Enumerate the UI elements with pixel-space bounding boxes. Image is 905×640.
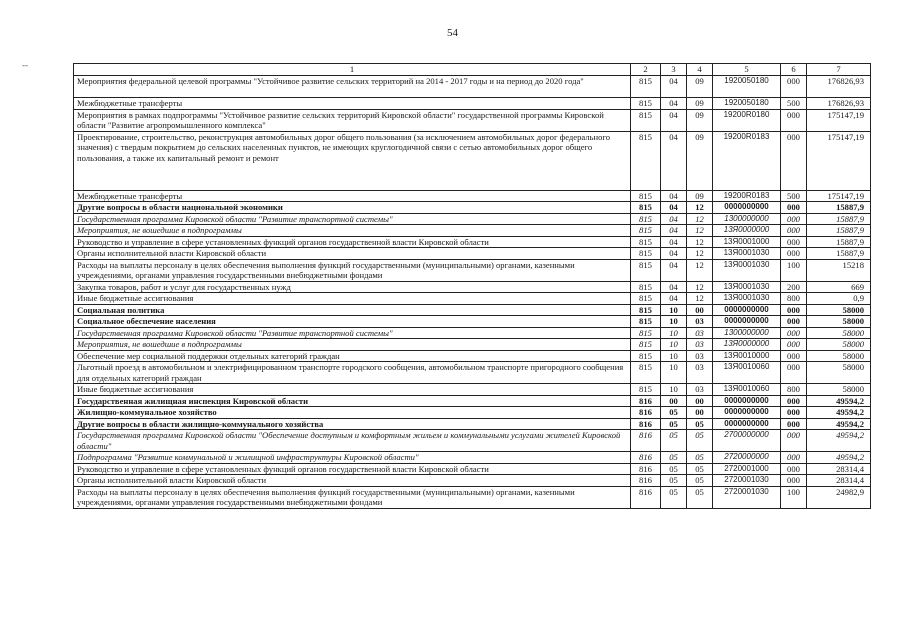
row-target-article-cell: 13Я0001030 <box>713 259 781 281</box>
table-row <box>74 98 871 110</box>
table-row <box>74 225 871 237</box>
row-expense-type-cell: 000 <box>781 452 807 464</box>
row-subsection-cell: 00 <box>687 407 713 419</box>
row-subsection-cell: 12 <box>687 281 713 293</box>
row-section-cell: 05 <box>661 475 687 487</box>
row-subsection-cell: 03 <box>687 362 713 384</box>
row-amount-cell: 24982,9 <box>807 486 871 508</box>
row-subsection-cell: 03 <box>687 339 713 351</box>
row-ministry-code-cell: 815 <box>631 327 661 339</box>
row-name-cell: Государственная жилищная инспекция Кировской области <box>74 395 631 407</box>
row-subsection-cell: 03 <box>687 350 713 362</box>
row-amount-cell: 49594,2 <box>807 452 871 464</box>
row-target-article-cell: 2720001030 <box>713 486 781 508</box>
row-section-cell: 04 <box>661 202 687 214</box>
row-name-cell: Мероприятия, не вошедшие в подпрограммы <box>74 339 631 351</box>
row-subsection-cell: 05 <box>687 452 713 464</box>
row-target-article-cell: 1920050180 <box>713 98 781 110</box>
row-subsection-cell: 03 <box>687 316 713 328</box>
column-header: 7 <box>807 64 871 76</box>
table-row <box>74 384 871 396</box>
column-header: 6 <box>781 64 807 76</box>
row-ministry-code-cell: 816 <box>631 463 661 475</box>
row-target-article-cell: 0000000000 <box>713 304 781 316</box>
row-target-article-cell: 13Я0001030 <box>713 248 781 260</box>
table-row <box>74 418 871 430</box>
row-target-article-cell: 13Я0001000 <box>713 236 781 248</box>
table-row <box>74 202 871 214</box>
row-section-cell: 05 <box>661 463 687 475</box>
row-ministry-code-cell: 815 <box>631 281 661 293</box>
row-ministry-code-cell: 816 <box>631 418 661 430</box>
row-ministry-code-cell: 815 <box>631 339 661 351</box>
row-expense-type-cell: 000 <box>781 213 807 225</box>
row-section-cell: 10 <box>661 384 687 396</box>
row-amount-cell: 28314,4 <box>807 475 871 487</box>
row-target-article-cell: 0000000000 <box>713 202 781 214</box>
row-amount-cell: 15887,9 <box>807 248 871 260</box>
row-subsection-cell: 09 <box>687 109 713 131</box>
row-target-article-cell: 0000000000 <box>713 407 781 419</box>
table-row <box>74 213 871 225</box>
row-name-cell: Проектирование, строительство, реконструкция автомобильных дорог общего пользования (за исключением автомобильных дорог федерального значения) с твердым покрытием до сельских населенных пунктов, не имеющих круглогодичной связи с сетью автомобильных дорог общего пользования, а также их капитальный ремонт и ремонт <box>74 131 631 190</box>
row-amount-cell: 28314,4 <box>807 463 871 475</box>
table-row <box>74 109 871 131</box>
row-ministry-code-cell: 815 <box>631 384 661 396</box>
row-section-cell: 05 <box>661 418 687 430</box>
row-section-cell: 05 <box>661 486 687 508</box>
row-target-article-cell: 0000000000 <box>713 316 781 328</box>
row-amount-cell: 15218 <box>807 259 871 281</box>
row-section-cell: 04 <box>661 98 687 110</box>
row-expense-type-cell: 000 <box>781 109 807 131</box>
row-ministry-code-cell: 815 <box>631 190 661 202</box>
row-section-cell: 04 <box>661 293 687 305</box>
row-ministry-code-cell: 815 <box>631 304 661 316</box>
row-section-cell: 10 <box>661 327 687 339</box>
row-name-cell: Межбюджетные трансферты <box>74 98 631 110</box>
row-name-cell: Подпрограмма "Развитие коммунальной и жилищной инфраструктуры Кировской области" <box>74 452 631 464</box>
row-name-cell: Расходы на выплаты персоналу в целях обеспечения выполнения функций государственными (муниципальными) органами, казенными учреждениями, органами управления государственными внебюджетными фондами <box>74 486 631 508</box>
row-ministry-code-cell: 815 <box>631 293 661 305</box>
table-header-row <box>74 64 871 76</box>
row-expense-type-cell: 000 <box>781 463 807 475</box>
table-row <box>74 486 871 508</box>
row-name-cell: Государственная программа Кировской области "Обеспечение доступным и комфортным жильем и коммунальными услугами жителей Кировской области" <box>74 430 631 452</box>
table-row <box>74 316 871 328</box>
row-section-cell: 04 <box>661 259 687 281</box>
row-expense-type-cell: 000 <box>781 407 807 419</box>
row-name-cell: Расходы на выплаты персоналу в целях обеспечения выполнения функций государственными (муниципальными) органами, казенными учреждениями, органами управления государственными внебюджетными фондами <box>74 259 631 281</box>
row-subsection-cell: 12 <box>687 259 713 281</box>
row-ministry-code-cell: 816 <box>631 475 661 487</box>
row-subsection-cell: 09 <box>687 76 713 98</box>
row-ministry-code-cell: 815 <box>631 202 661 214</box>
row-name-cell: Руководство и управление в сфере установленных функций органов государственной власти Кировской области <box>74 463 631 475</box>
table-row <box>74 190 871 202</box>
row-name-cell: Органы исполнительной власти Кировской области <box>74 248 631 260</box>
row-ministry-code-cell: 816 <box>631 452 661 464</box>
column-header: 1 <box>74 64 631 76</box>
row-amount-cell: 175147,19 <box>807 190 871 202</box>
row-target-article-cell: 2720001000 <box>713 463 781 475</box>
row-target-article-cell: 0000000000 <box>713 418 781 430</box>
row-amount-cell: 175147,19 <box>807 109 871 131</box>
row-target-article-cell: 1300000000 <box>713 327 781 339</box>
row-subsection-cell: 05 <box>687 430 713 452</box>
table-row <box>74 293 871 305</box>
row-name-cell: Другие вопросы в области жилищно-коммунального хозяйства <box>74 418 631 430</box>
row-target-article-cell: 13Я0000000 <box>713 339 781 351</box>
row-subsection-cell: 05 <box>687 418 713 430</box>
row-target-article-cell: 19200R0183 <box>713 131 781 190</box>
table-row <box>74 76 871 98</box>
row-amount-cell: 49594,2 <box>807 418 871 430</box>
row-subsection-cell: 03 <box>687 384 713 396</box>
row-subsection-cell: 00 <box>687 304 713 316</box>
row-section-cell: 04 <box>661 248 687 260</box>
column-header: 5 <box>713 64 781 76</box>
row-name-cell: Иные бюджетные ассигнования <box>74 384 631 396</box>
row-expense-type-cell: 000 <box>781 316 807 328</box>
row-subsection-cell: 12 <box>687 225 713 237</box>
row-target-article-cell: 13Я0000000 <box>713 225 781 237</box>
row-target-article-cell: 13Я0001030 <box>713 281 781 293</box>
row-amount-cell: 669 <box>807 281 871 293</box>
row-expense-type-cell: 100 <box>781 486 807 508</box>
row-expense-type-cell: 000 <box>781 475 807 487</box>
table-row <box>74 339 871 351</box>
row-expense-type-cell: 100 <box>781 259 807 281</box>
row-subsection-cell: 12 <box>687 202 713 214</box>
table-row <box>74 236 871 248</box>
row-subsection-cell: 00 <box>687 395 713 407</box>
row-ministry-code-cell: 815 <box>631 98 661 110</box>
row-subsection-cell: 09 <box>687 98 713 110</box>
row-subsection-cell: 03 <box>687 327 713 339</box>
table-row <box>74 131 871 190</box>
row-section-cell: 04 <box>661 225 687 237</box>
row-name-cell: Государственная программа Кировской области "Развитие транспортной системы" <box>74 327 631 339</box>
row-name-cell: Обеспечение мер социальной поддержки отдельных категорий граждан <box>74 350 631 362</box>
budget-table <box>73 63 871 509</box>
row-name-cell: Мероприятия федеральной целевой программы "Устойчивое развитие сельских территорий на 2014 - 2017 годы и на период до 2020 года" <box>74 76 631 98</box>
row-ministry-code-cell: 816 <box>631 486 661 508</box>
table-body <box>74 76 871 509</box>
table-row <box>74 248 871 260</box>
row-expense-type-cell: 000 <box>781 202 807 214</box>
row-section-cell: 04 <box>661 109 687 131</box>
row-section-cell: 05 <box>661 452 687 464</box>
row-subsection-cell: 05 <box>687 463 713 475</box>
row-name-cell: Льготный проезд в автомобильном и электрифицированном транспорте городского сообщения, автомобильном транспорте пригородного сообщения для отдельных категорий граждан <box>74 362 631 384</box>
table-row <box>74 362 871 384</box>
row-section-cell: 05 <box>661 430 687 452</box>
row-amount-cell: 58000 <box>807 327 871 339</box>
row-name-cell: Органы исполнительной власти Кировской области <box>74 475 631 487</box>
row-section-cell: 04 <box>661 76 687 98</box>
row-amount-cell: 15887,9 <box>807 213 871 225</box>
row-subsection-cell: 05 <box>687 486 713 508</box>
row-amount-cell: 58000 <box>807 384 871 396</box>
row-target-article-cell: 1920050180 <box>713 76 781 98</box>
row-ministry-code-cell: 815 <box>631 76 661 98</box>
row-name-cell: Социальная политика <box>74 304 631 316</box>
column-header: 3 <box>661 64 687 76</box>
margin-mark: -- <box>22 60 28 70</box>
row-amount-cell: 49594,2 <box>807 407 871 419</box>
row-subsection-cell: 05 <box>687 475 713 487</box>
row-target-article-cell: 13Я0010060 <box>713 384 781 396</box>
row-amount-cell: 49594,2 <box>807 395 871 407</box>
row-subsection-cell: 09 <box>687 131 713 190</box>
row-ministry-code-cell: 815 <box>631 350 661 362</box>
row-target-article-cell: 1300000000 <box>713 213 781 225</box>
row-expense-type-cell: 500 <box>781 190 807 202</box>
row-name-cell: Межбюджетные трансферты <box>74 190 631 202</box>
table-row <box>74 407 871 419</box>
row-amount-cell: 15887,9 <box>807 236 871 248</box>
row-ministry-code-cell: 815 <box>631 225 661 237</box>
row-amount-cell: 176826,93 <box>807 98 871 110</box>
row-expense-type-cell: 500 <box>781 98 807 110</box>
row-section-cell: 04 <box>661 236 687 248</box>
row-name-cell: Руководство и управление в сфере установленных функций органов государственной власти Кировской области <box>74 236 631 248</box>
column-header: 2 <box>631 64 661 76</box>
row-section-cell: 10 <box>661 339 687 351</box>
row-expense-type-cell: 000 <box>781 395 807 407</box>
row-expense-type-cell: 800 <box>781 384 807 396</box>
row-name-cell: Мероприятия в рамках подпрограммы "Устойчивое развитие сельских территорий Кировской области" государственной программы Кировской области "Развитие агропромышленного комплекса" <box>74 109 631 131</box>
row-ministry-code-cell: 815 <box>631 236 661 248</box>
row-ministry-code-cell: 815 <box>631 259 661 281</box>
table-row <box>74 475 871 487</box>
row-target-article-cell: 13Я0010000 <box>713 350 781 362</box>
row-target-article-cell: 2720001030 <box>713 475 781 487</box>
row-name-cell: Мероприятия, не вошедшие в подпрограммы <box>74 225 631 237</box>
row-name-cell: Социальное обеспечение населения <box>74 316 631 328</box>
row-ministry-code-cell: 815 <box>631 316 661 328</box>
row-expense-type-cell: 000 <box>781 339 807 351</box>
row-section-cell: 05 <box>661 407 687 419</box>
row-subsection-cell: 12 <box>687 248 713 260</box>
row-expense-type-cell: 800 <box>781 293 807 305</box>
row-section-cell: 10 <box>661 350 687 362</box>
row-amount-cell: 0,9 <box>807 293 871 305</box>
row-name-cell: Иные бюджетные ассигнования <box>74 293 631 305</box>
row-amount-cell: 15887,9 <box>807 225 871 237</box>
row-name-cell: Жилищно-коммунальное хозяйство <box>74 407 631 419</box>
table-row <box>74 281 871 293</box>
table-row <box>74 350 871 362</box>
row-section-cell: 04 <box>661 131 687 190</box>
row-ministry-code-cell: 816 <box>631 430 661 452</box>
row-subsection-cell: 12 <box>687 293 713 305</box>
row-amount-cell: 175147,19 <box>807 131 871 190</box>
row-expense-type-cell: 000 <box>781 418 807 430</box>
row-section-cell: 00 <box>661 395 687 407</box>
row-target-article-cell: 13Я0010060 <box>713 362 781 384</box>
row-expense-type-cell: 000 <box>781 304 807 316</box>
row-expense-type-cell: 000 <box>781 225 807 237</box>
row-target-article-cell: 19200R0183 <box>713 190 781 202</box>
row-section-cell: 04 <box>661 281 687 293</box>
row-target-article-cell: 2720000000 <box>713 452 781 464</box>
row-expense-type-cell: 000 <box>781 248 807 260</box>
row-expense-type-cell: 000 <box>781 76 807 98</box>
table-row <box>74 327 871 339</box>
row-target-article-cell: 0000000000 <box>713 395 781 407</box>
row-amount-cell: 15887,9 <box>807 202 871 214</box>
row-subsection-cell: 12 <box>687 236 713 248</box>
table-row <box>74 430 871 452</box>
table-row <box>74 395 871 407</box>
table-row <box>74 463 871 475</box>
row-expense-type-cell: 000 <box>781 327 807 339</box>
row-amount-cell: 176826,93 <box>807 76 871 98</box>
row-amount-cell: 58000 <box>807 339 871 351</box>
table-row <box>74 259 871 281</box>
row-expense-type-cell: 000 <box>781 350 807 362</box>
row-ministry-code-cell: 815 <box>631 248 661 260</box>
row-section-cell: 10 <box>661 316 687 328</box>
row-expense-type-cell: 000 <box>781 362 807 384</box>
row-ministry-code-cell: 815 <box>631 109 661 131</box>
row-name-cell: Другие вопросы в области национальной экономики <box>74 202 631 214</box>
row-amount-cell: 58000 <box>807 304 871 316</box>
row-amount-cell: 49594,2 <box>807 430 871 452</box>
row-amount-cell: 58000 <box>807 316 871 328</box>
page-number: 54 <box>447 27 458 39</box>
row-ministry-code-cell: 816 <box>631 395 661 407</box>
row-target-article-cell: 19200R0180 <box>713 109 781 131</box>
row-name-cell: Закупка товаров, работ и услуг для государственных нужд <box>74 281 631 293</box>
row-section-cell: 10 <box>661 362 687 384</box>
row-expense-type-cell: 000 <box>781 236 807 248</box>
row-expense-type-cell: 000 <box>781 131 807 190</box>
row-subsection-cell: 12 <box>687 213 713 225</box>
row-amount-cell: 58000 <box>807 350 871 362</box>
row-target-article-cell: 2700000000 <box>713 430 781 452</box>
row-subsection-cell: 09 <box>687 190 713 202</box>
row-section-cell: 10 <box>661 304 687 316</box>
column-header: 4 <box>687 64 713 76</box>
row-ministry-code-cell: 815 <box>631 213 661 225</box>
row-ministry-code-cell: 816 <box>631 407 661 419</box>
table-row <box>74 304 871 316</box>
row-amount-cell: 58000 <box>807 362 871 384</box>
row-section-cell: 04 <box>661 190 687 202</box>
row-ministry-code-cell: 815 <box>631 131 661 190</box>
row-expense-type-cell: 000 <box>781 430 807 452</box>
row-name-cell: Государственная программа Кировской области "Развитие транспортной системы" <box>74 213 631 225</box>
row-section-cell: 04 <box>661 213 687 225</box>
table-row <box>74 452 871 464</box>
row-ministry-code-cell: 815 <box>631 362 661 384</box>
row-target-article-cell: 13Я0001030 <box>713 293 781 305</box>
row-expense-type-cell: 200 <box>781 281 807 293</box>
